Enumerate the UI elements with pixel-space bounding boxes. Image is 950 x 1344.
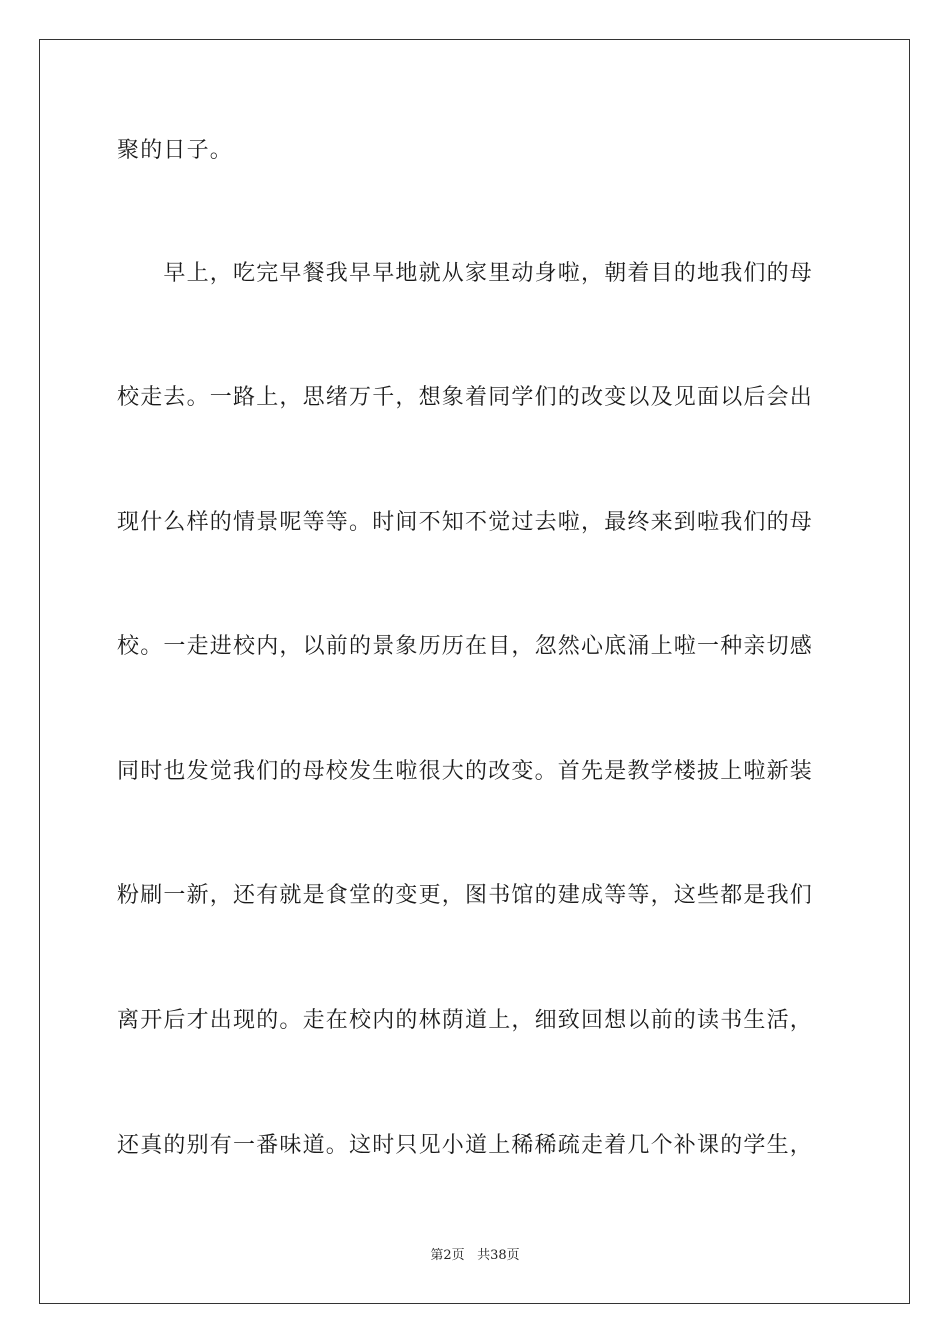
body-text-line: 粉刷一新，还有就是食堂的变更，图书馆的建成等等，这些都是我们 bbox=[117, 883, 814, 908]
body-text-line: 校走去。一路上，思绪万千，想象着同学们的改变以及见面以后会出 bbox=[117, 385, 814, 410]
body-text-line: 还真的别有一番味道。这时只见小道上稀稀疏走着几个补课的学生， bbox=[117, 1133, 814, 1158]
body-text-line: 同时也发觉我们的母校发生啦很大的改变。首先是教学楼披上啦新装 bbox=[117, 759, 814, 784]
page-border bbox=[39, 39, 910, 1304]
body-text-line: 校。一走进校内，以前的景象历历在目，忽然心底涌上啦一种亲切感 bbox=[117, 634, 814, 659]
page-number: 第2页 bbox=[430, 1248, 465, 1263]
body-text-line: 现什么样的情景呢等等。时间不知不觉过去啦，最终来到啦我们的母 bbox=[117, 510, 814, 535]
page-footer bbox=[0, 1247, 950, 1265]
body-text-line: 聚的日子。 bbox=[117, 138, 234, 163]
body-text-line: 离开后才出现的。走在校内的林荫道上，细致回想以前的读书生活， bbox=[117, 1008, 814, 1033]
page-total: 共38页 bbox=[477, 1248, 520, 1263]
body-text-line: 早上，吃完早餐我早早地就从家里动身啦，朝着目的地我们的母 bbox=[117, 261, 814, 286]
